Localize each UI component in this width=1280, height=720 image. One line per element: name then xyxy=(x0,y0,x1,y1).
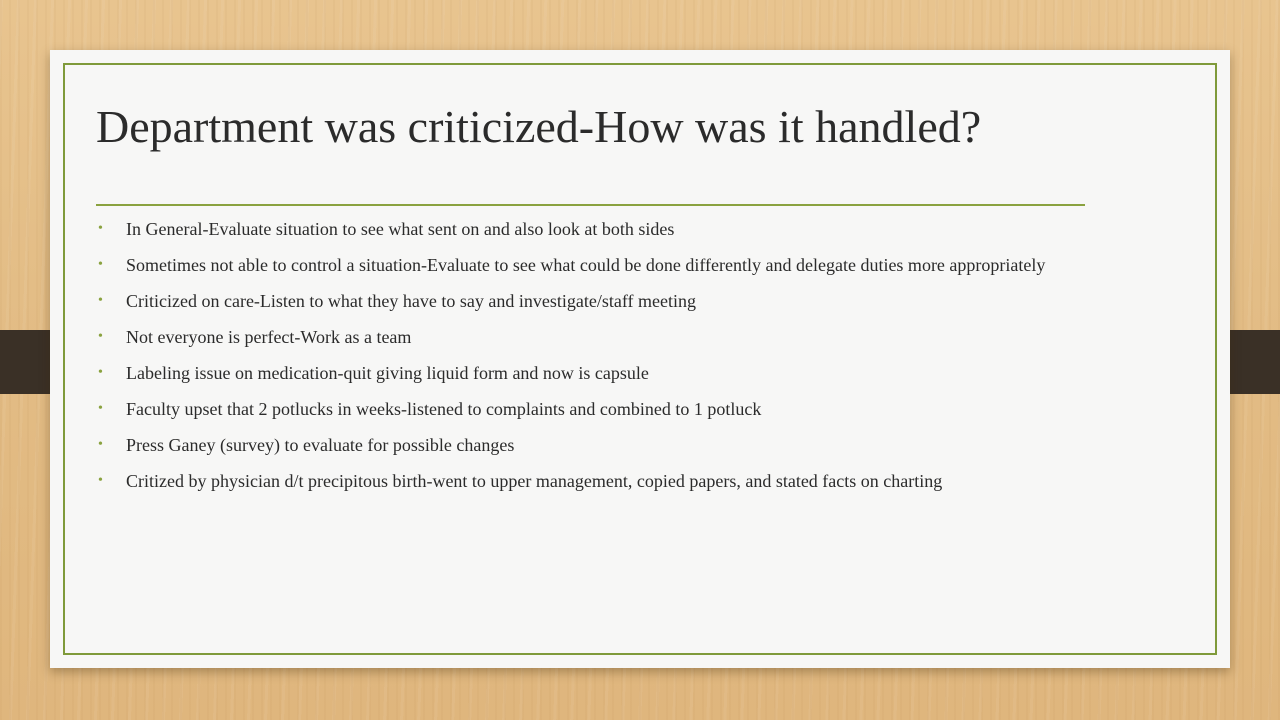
slide-title: Department was criticized-How was it handled? xyxy=(96,101,982,152)
bullet-icon: • xyxy=(98,257,103,272)
bullet-icon: • xyxy=(98,473,103,488)
bullet-text: In General-Evaluate situation to see what sent on and also look at both sides xyxy=(126,219,675,239)
bullet-text: Sometimes not able to control a situation-Evaluate to see what could be done differently and delegate duties more appropriately xyxy=(126,255,1046,275)
bullet-icon: • xyxy=(98,329,103,344)
bullet-text: Not everyone is perfect-Work as a team xyxy=(126,327,412,347)
bullet-icon: • xyxy=(98,365,103,380)
bullet-text: Press Ganey (survey) to evaluate for possible changes xyxy=(126,435,515,455)
bullet-text: Faculty upset that 2 potlucks in weeks-listened to complaints and combined to 1 potluck xyxy=(126,399,762,419)
bullet-item xyxy=(96,400,1086,419)
bullet-list xyxy=(96,220,1086,508)
title-divider xyxy=(96,204,1085,206)
bullet-item xyxy=(96,364,1086,383)
bullet-item xyxy=(96,436,1086,455)
bullet-icon: • xyxy=(98,293,103,308)
bullet-item xyxy=(96,328,1086,347)
bullet-item xyxy=(96,472,1086,491)
bullet-item xyxy=(96,220,1086,239)
bullet-icon: • xyxy=(98,437,103,452)
bullet-item xyxy=(96,292,1086,311)
bullet-text: Critized by physician d/t precipitous birth-went to upper management, copied papers, and stated facts on charting xyxy=(126,471,943,491)
bullet-icon: • xyxy=(98,401,103,416)
bullet-icon: • xyxy=(98,221,103,236)
bullet-text: Criticized on care-Listen to what they have to say and investigate/staff meeting xyxy=(126,291,696,311)
bullet-text: Labeling issue on medication-quit giving liquid form and now is capsule xyxy=(126,363,649,383)
bullet-item xyxy=(96,256,1086,275)
